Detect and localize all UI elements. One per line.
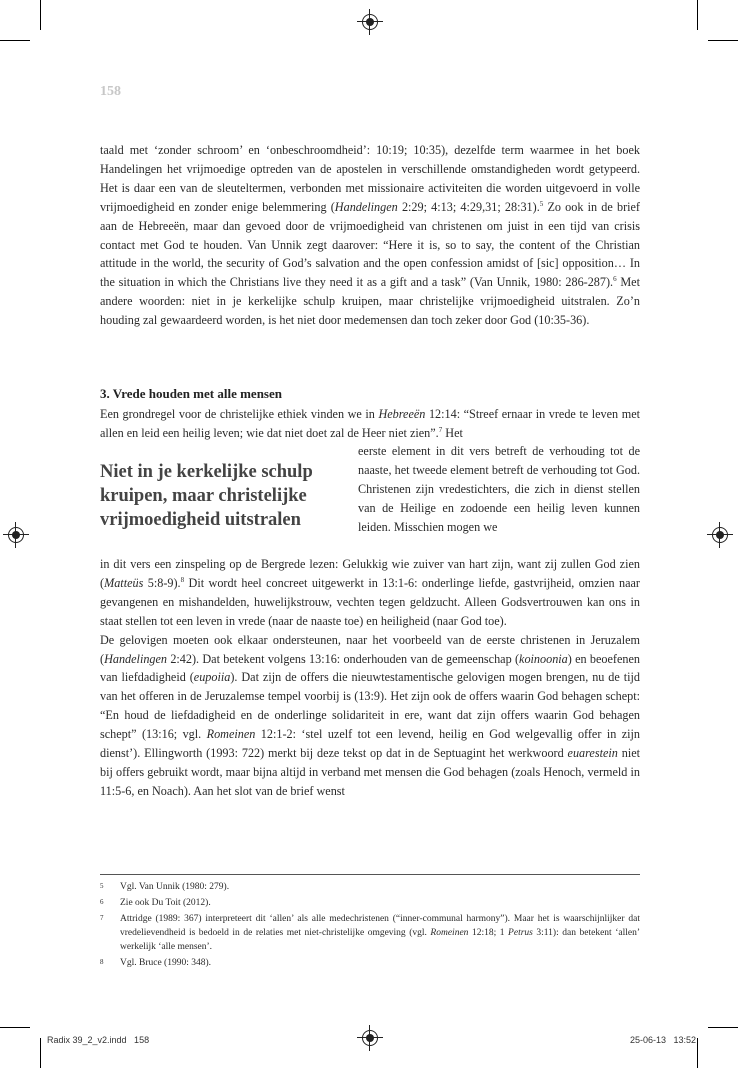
footnote-ref[interactable]: 8 — [180, 575, 185, 584]
registration-mark-icon — [362, 14, 378, 30]
footnote-ref[interactable]: 6 — [613, 275, 617, 284]
registration-mark-icon — [8, 527, 24, 543]
crop-mark — [0, 40, 30, 41]
registration-mark-icon — [362, 1030, 378, 1046]
page-number: 158 — [100, 84, 121, 99]
footnotes — [100, 880, 640, 972]
registration-mark-icon — [712, 527, 728, 543]
slug-timestamp: 25-06-13 13:52 — [629, 1035, 696, 1045]
wrapped-text: eerste element in dit vers betreft de verhouding tot de naaste, het tweede element betreft de verhouding tot God. Christenen zijn vredestichters, die zich in dienst stellen van de Heilige en zodoende een heilig leven kunnen leiden. Misschien mogen we — [358, 444, 640, 534]
crop-mark — [40, 0, 41, 30]
footnote: 5 Vgl. Van Unnik (1980: 279). — [100, 882, 230, 892]
pull-quote: Niet in je kerkelijke schulp kruipen, maar christelijke vrijmoedigheid uitstralen — [100, 462, 313, 530]
paragraph-vrijmoedigheid: taald met ‘zonder schroom’ en ‘onbeschroomdheid’: 10:19; 10:35), dezelfde term waarmee in het boek Handelingen het vrijmoedige optreden van de apostelen in verschillende omstandigheden wordt getypeerd. Het is daar een van de sleuteltermen, verbonden met missionaire activiteiten die worden uitgevoerd in volle vrijmoedigheid en zonder enige belemmering (Handelingen 2:29; 4:13; 4:29,31; 28:31).$^5$ Zo ook in de brief aan de Hebreeën, maar dan gevoed door de vrijmoedigheid van christenen om juist in een tijd van crisis contact met God te houden. Van Unnik zegt daarover: “Here it is, so to say, the content of the Christian attitude in the world, the security of God’s salvation and the open confession amidst of [sic] opposition… In the situation in which the Christians live they need it as a gift and a task” (Van Unnik, 1980: 286-287).$^6$ Met andere woorden: niet in je kerkelijke schulp kruipen, maar christelijke vrijmoedigheid uitstralen. Zo’n houding zal gewaardeerd worden, is het niet door medemensen dan toch zeker door God (10:35-36). — [100, 143, 640, 328]
crop-mark — [697, 0, 698, 30]
footnote: 6 Zie ook Du Toit (2012). — [100, 898, 211, 908]
slug-filename: Radix 39_2_v2.indd 158 — [47, 1035, 150, 1045]
footnote: 7 Attridge (1989: 367) interpreteert dit ‘allen’ als alle medechristenen (“inner-communal harmony”). Maar het is waarschijnlijker dat vredelievendheid is bedoeld in de relaties met niet-christelijke omgeving (vgl. Romeinen 12:18; 1 Petrus 3:11): dan betekent ‘allen’ werkelijk ‘alle mensen’. — [100, 914, 640, 952]
paragraph-offers: De gelovigen moeten ook elkaar ondersteunen, naar het voorbeeld van de eerste christenen in Jeruzalem (Handelingen 2:42). Dat betekent volgens 13:16: onderhouden van de gemeenschap (koinoonia) en beoefenen van liefdadigheid (eupoiia). Dat zijn de offers die nieuwtestamentische gelovigen mogen brengen, nu de tijd van het offeren in de Jeruzalemse tempel voorbij is (13:9). Het zijn ook de offers waarin God behagen schept: “En houd de liefdadigheid en de onderlinge solidariteit in ere, want dat zijn offers waarin God behagen schept” (13:16; vgl. Romeinen 12:1-2: ‘stel uzelf tot een levend, heilig en God welgevallig offer in zijn dienst’). Ellingworth (1993: 722) merkt bij deze tekst op dat in de Septuagint het werkwoord euarestein niet bij offers gebruikt wordt, maar bijna altijd in verband met mensen die God behagen (zoals Henoch, vermeld in 11:5-6, en Noach). Aan het slot van de brief wenst — [100, 632, 640, 798]
section-heading: 3. Vrede houden met alle mensen — [100, 386, 282, 401]
section-intro: Een grondregel voor de christelijke ethiek vinden we in Hebreeën 12:14: “Streef ernaar in vrede te leven met allen en leid een heilig leven; wie dat niet doet zal de Heer niet zien”.$^7$ Het — [100, 407, 640, 440]
footnote-ref[interactable]: 7 — [438, 425, 443, 434]
footnote-ref[interactable]: 5 — [539, 199, 544, 208]
crop-mark — [0, 1027, 30, 1028]
crop-mark — [697, 1038, 698, 1068]
crop-mark — [40, 1038, 41, 1068]
section-continuation: in dit vers een zinspeling op de Bergrede lezen: Gelukkig wie zuiver van hart zijn, want zij zullen God zien (Matteüs 5:8-9).$^8$ Dit wordt heel concreet uitgewerkt in 13:1-6: onderlinge liefde, gastvrijheid, omzien naar gevangenen en mishandelden, huwelijkstrouw, vechten tegen geldzucht. Alleen Godsvertrouwen kan ons in staat stellen tot een leven in vrede (naar de naaste toe) en heiligheid (naar God toe). De gelovigen moeten ook elkaar ondersteunen, naar het voorbeeld van de eerste christenen in Jeruzalem (Handelingen 2:42). Dat betekent volgens 13:16: onderhouden van de gemeenschap (koinoonia) en beoefenen van liefdadigheid (eupoiia). Dat zijn de offers die nieuwtestamentische gelovigen mogen brengen, nu de tijd van het offeren in de Jeruzalemse tempel voorbij is (13:9). Het zijn ook de offers waarin God behagen schept: “En houd de liefdadigheid en de onderlinge solidariteit in ere, want dat zijn offers waarin God behagen schept” (13:16; vgl. Romeinen 12:1-2: ‘stel uzelf tot een levend, heilig en God welgevallig offer in zijn dienst’). Ellingworth (1993: 722) merkt bij deze tekst op dat in de Septuagint het werkwoord euarestein niet bij offers gebruikt wordt, maar bijna altijd in verband met mensen die God behagen (zoals Henoch, vermeld in 11:5-6, en Noach). Aan het slot van de brief wenst — [100, 555, 640, 801]
footnote: 8 Vgl. Bruce (1990: 348). — [100, 958, 212, 968]
crop-mark — [708, 1027, 738, 1028]
footnote-divider — [100, 874, 640, 875]
crop-mark — [708, 40, 738, 41]
